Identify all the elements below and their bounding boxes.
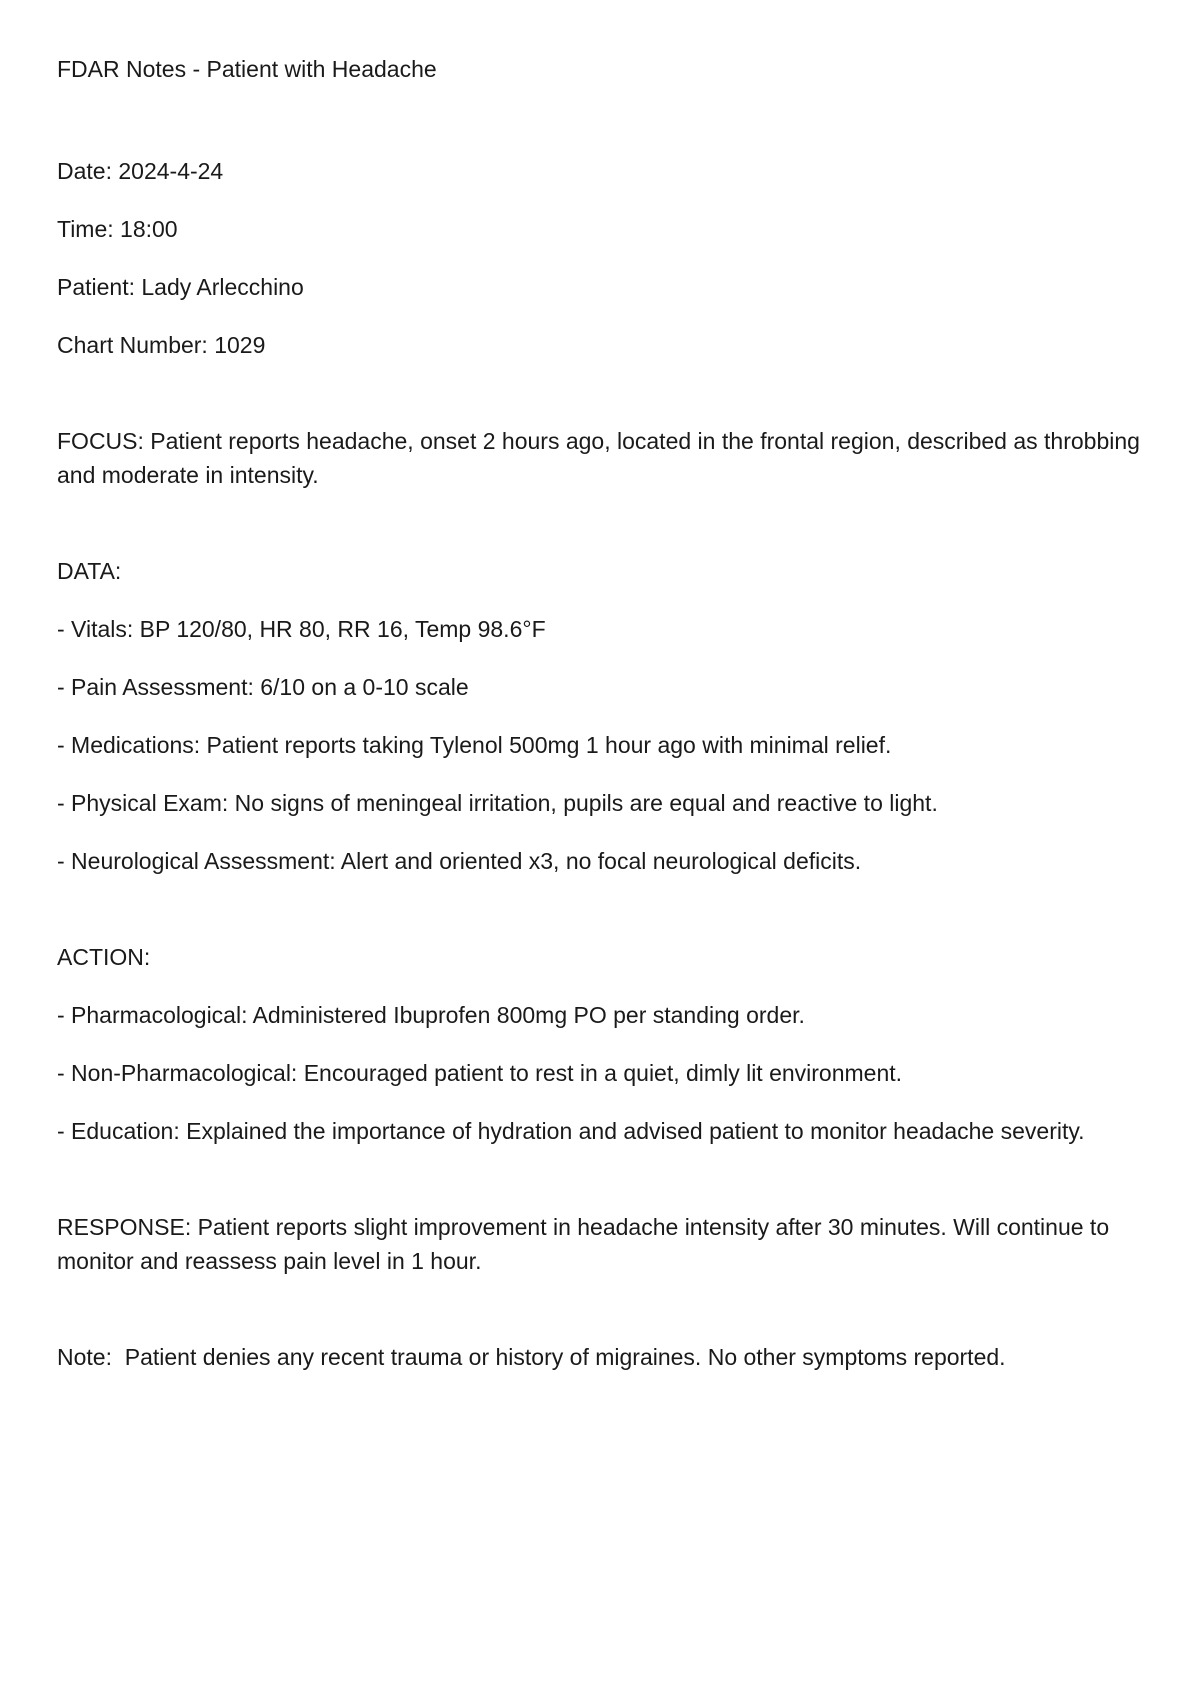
response-paragraph: RESPONSE: Patient reports slight improvement in headache intensity after 30 minutes. Will continue to monitor and reassess pain level in 1 hour.	[57, 1214, 1110, 1274]
chart-number-line: Chart Number: 1029	[57, 332, 266, 358]
action-heading: ACTION:	[57, 944, 151, 970]
data-heading: DATA:	[57, 558, 122, 584]
action-item: - Education: Explained the importance of hydration and advised patient to monitor headache severity.	[57, 1118, 1085, 1144]
data-item: - Medications: Patient reports taking Tylenol 500mg 1 hour ago with minimal relief.	[57, 732, 892, 758]
time-line: Time: 18:00	[57, 216, 178, 242]
date-line: Date: 2024-4-24	[57, 158, 224, 184]
focus-paragraph: FOCUS: Patient reports headache, onset 2 hours ago, located in the frontal region, described as throbbing and moderate in intensity.	[57, 428, 1140, 488]
spacer	[57, 878, 1157, 940]
action-item: - Pharmacological: Administered Ibuprofen 800mg PO per standing order.	[57, 1002, 805, 1028]
patient-line: Patient: Lady Arlecchino	[57, 274, 304, 300]
spacer	[57, 86, 1157, 154]
spacer	[57, 362, 1157, 424]
document-title: FDAR Notes - Patient with Headache	[57, 56, 437, 82]
document-page	[57, 52, 1157, 1374]
data-item: - Neurological Assessment: Alert and oriented x3, no focal neurological deficits.	[57, 848, 862, 874]
spacer	[57, 1278, 1157, 1340]
data-item: - Physical Exam: No signs of meningeal irritation, pupils are equal and reactive to light.	[57, 790, 938, 816]
spacer	[57, 1148, 1157, 1210]
spacer	[57, 492, 1157, 554]
action-item: - Non-Pharmacological: Encouraged patient to rest in a quiet, dimly lit environment.	[57, 1060, 903, 1086]
data-item: - Pain Assessment: 6/10 on a 0-10 scale	[57, 674, 469, 700]
note-paragraph: Note: Patient denies any recent trauma or history of migraines. No other symptoms reported.	[57, 1344, 1006, 1370]
data-item: - Vitals: BP 120/80, HR 80, RR 16, Temp 98.6°F	[57, 616, 546, 642]
